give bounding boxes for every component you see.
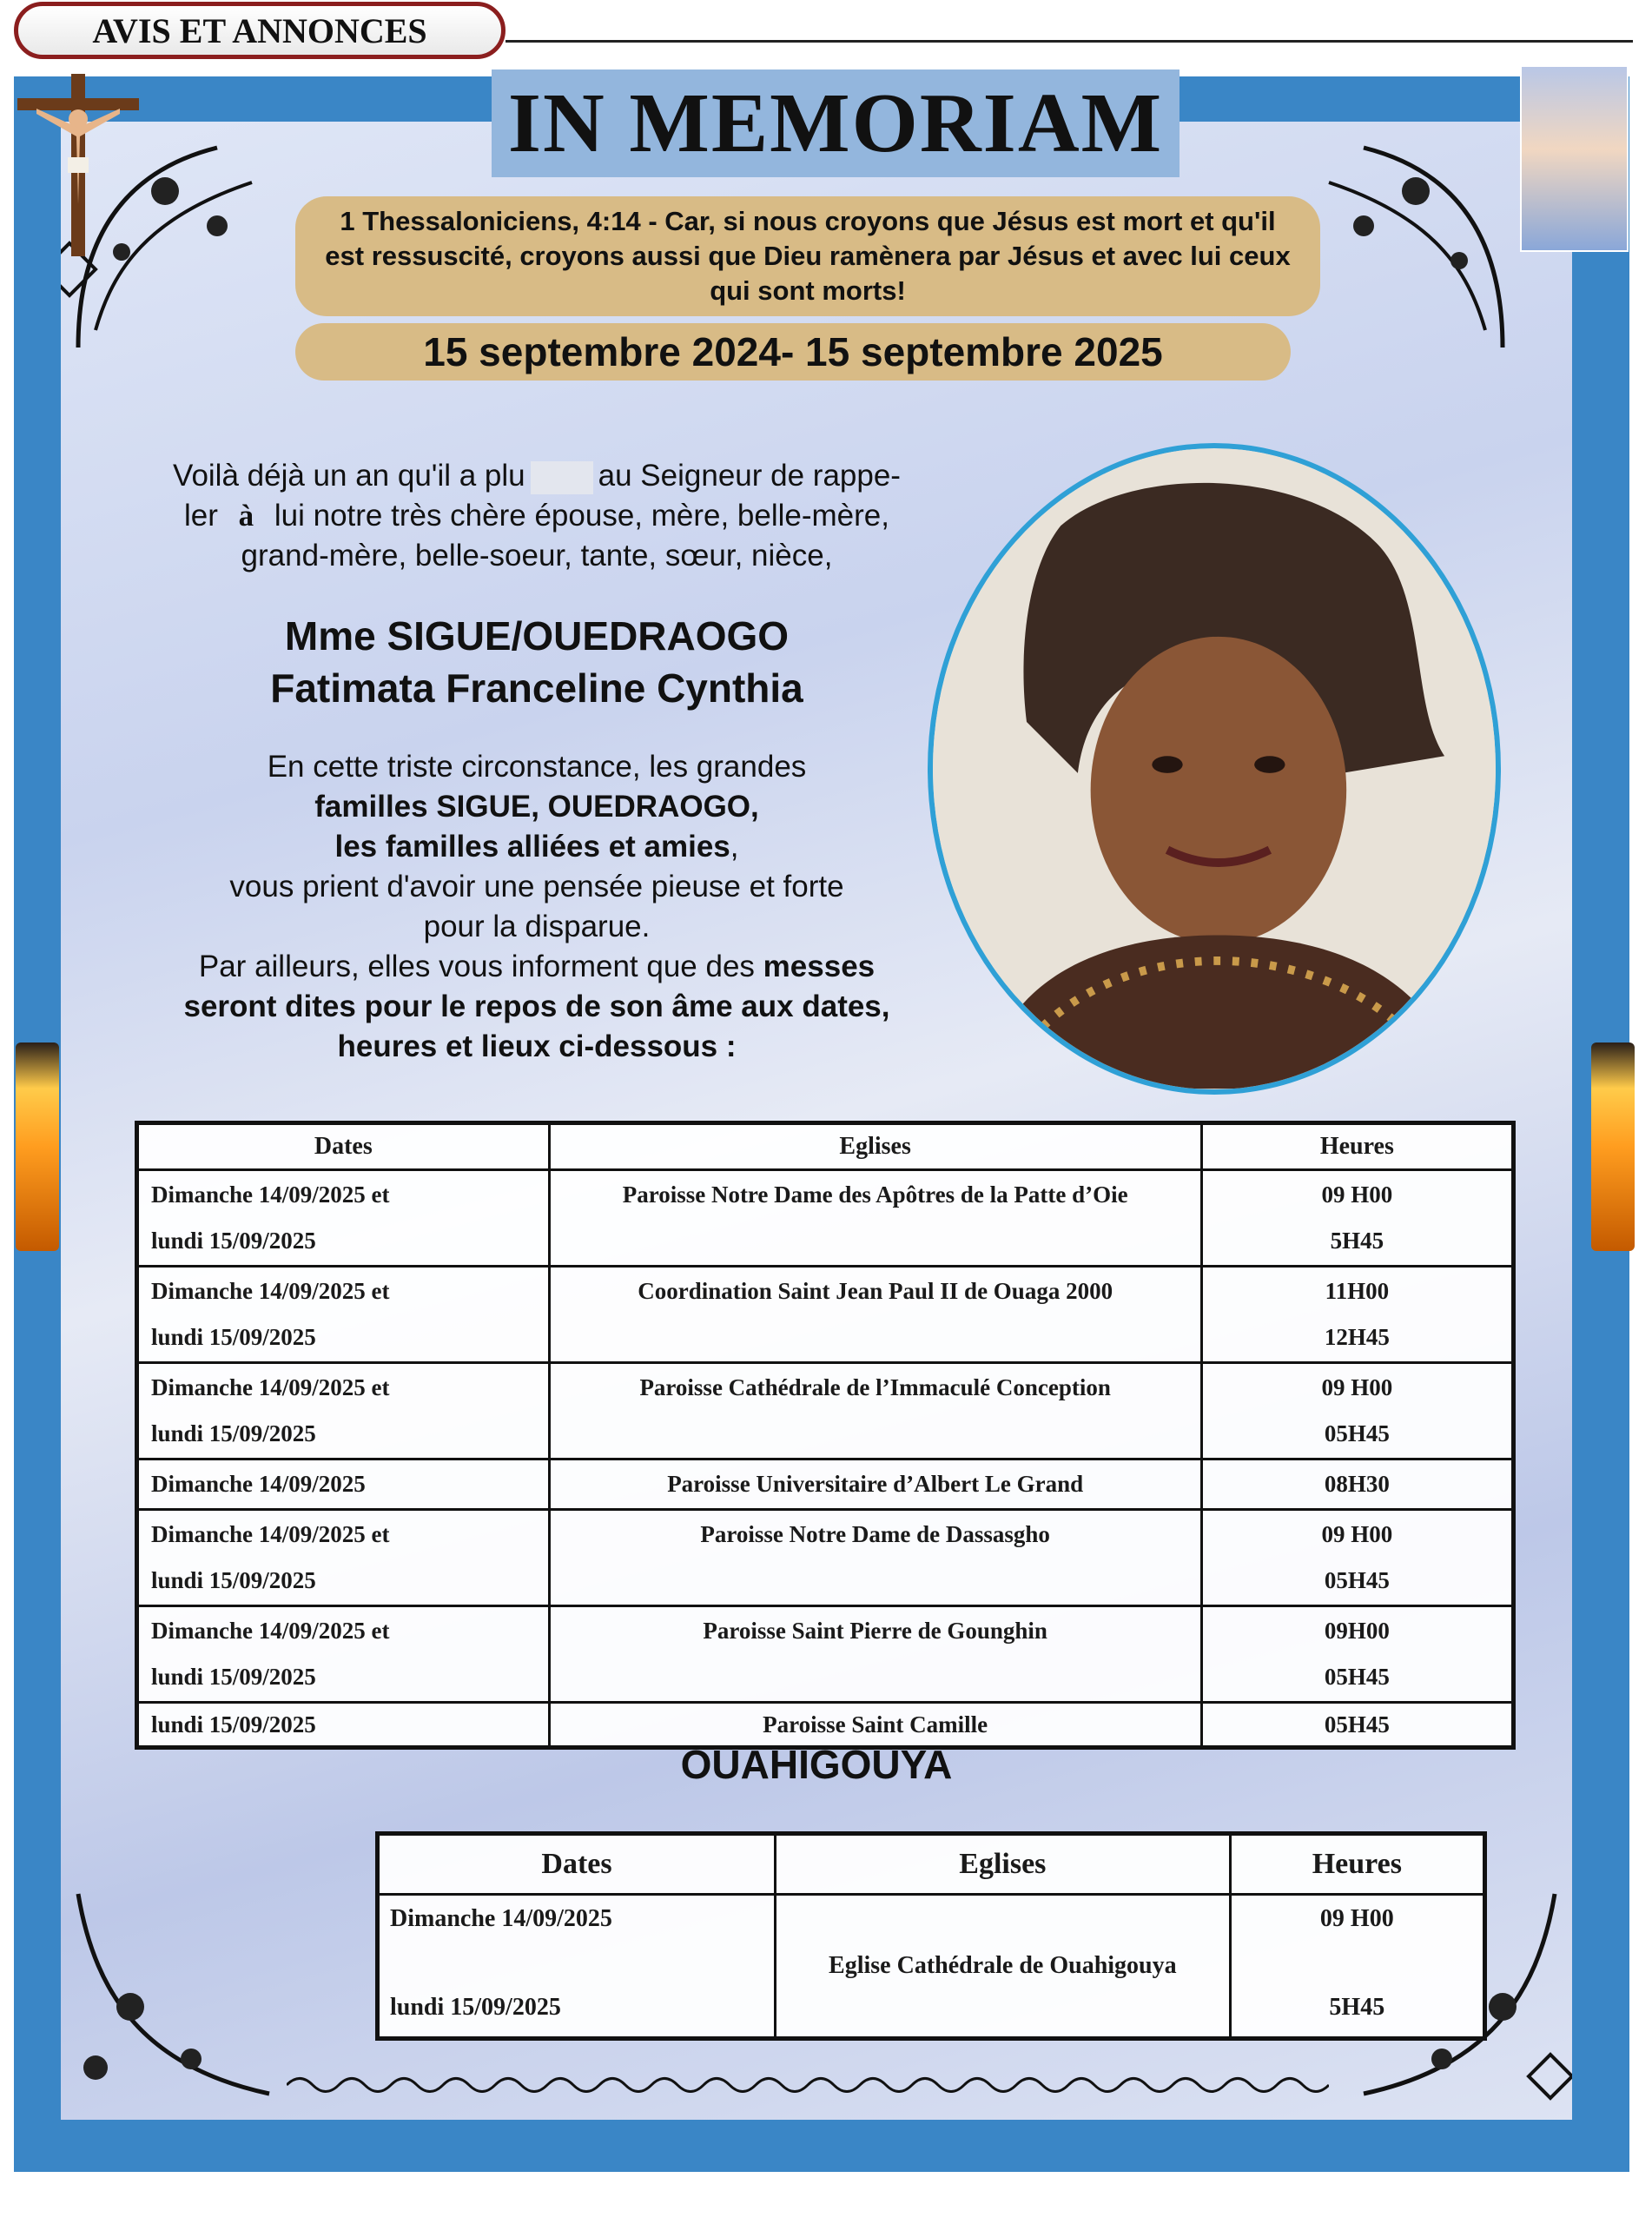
date-text: Dimanche 14/09/2025 et [151, 1521, 390, 1547]
date-text: Dimanche 14/09/2025 [151, 1471, 366, 1497]
date-cell [137, 1703, 550, 1748]
deceased-name-line-1: Mme SIGUE/OUEDRAOGO [284, 613, 790, 659]
message-line: heures et lieux ci-dessous : [337, 1029, 737, 1063]
intro-text: Voilà déjà un an qu'il a plu [173, 459, 525, 493]
redacted-blank [531, 461, 593, 494]
message-line: les familles alliées et amies [334, 830, 730, 864]
city-heading: OUAHIGOUYA [680, 1742, 953, 1787]
date-text: lundi 15/09/2025 [151, 1324, 316, 1350]
intro-text: au Seigneur de rappe- [598, 459, 901, 493]
hour-text: 05H45 [1324, 1664, 1390, 1690]
date-text: lundi 15/09/2025 [151, 1567, 316, 1593]
floral-corner-ornament-top-right [1303, 122, 1520, 365]
ouahigouya-masses-table [375, 1831, 1487, 2041]
portrait-illustration [933, 448, 1496, 1089]
table-row [137, 1460, 1514, 1510]
bible-verse-text: 1 Thessaloniciens, 4:14 - Car, si nous croyons que Jésus est mort et qu'il est ressuscité, croyons aussi que Dieu ramènera par Jésus et avec lui ceux qui sont morts! [325, 206, 1291, 306]
message-line: seront dites pour le repos de son âme aux dates, [183, 990, 890, 1023]
date-text: Dimanche 14/09/2025 et [151, 1618, 390, 1644]
candle-image-left [16, 1042, 59, 1251]
table-header-row [378, 1834, 1485, 1895]
message-line: Par ailleurs, elles vous informent que des [198, 950, 755, 983]
page-title-text: IN MEMORIAM [507, 76, 1164, 170]
announcement-message [130, 747, 943, 1067]
date-text: Dimanche 14/09/2025 et [151, 1182, 390, 1208]
column-header-dates: Dates [378, 1834, 776, 1895]
hour-cell [1201, 1460, 1513, 1510]
date-text: lundi 15/09/2025 [390, 1994, 561, 2021]
deceased-name [130, 610, 943, 714]
hour-cell [1201, 1606, 1513, 1703]
hour-cell [1201, 1363, 1513, 1460]
church-cell: Paroisse Universitaire d’Albert Le Grand [549, 1460, 1201, 1510]
hour-text: 09H00 [1324, 1618, 1390, 1644]
date-cell [137, 1606, 550, 1703]
church-cell: Paroisse Saint Pierre de Gounghin [549, 1606, 1201, 1703]
date-cell [378, 1895, 776, 2039]
column-header-dates: Dates [137, 1123, 550, 1170]
date-cell [137, 1460, 550, 1510]
column-header-churches: Eglises [776, 1834, 1231, 1895]
church-cell: Paroisse Saint Camille [549, 1703, 1201, 1748]
hour-text: 05H45 [1324, 1567, 1390, 1593]
masses-schedule-table [135, 1121, 1516, 1750]
church-cell: Paroisse Notre Dame de Dassasgho [549, 1510, 1201, 1606]
hour-text: 05H45 [1324, 1711, 1390, 1738]
table-row [137, 1510, 1514, 1606]
date-text: Dimanche 14/09/2025 et [151, 1278, 390, 1304]
hour-cell [1201, 1510, 1513, 1606]
message-line: vous prient d'avoir une pensée pieuse et forte [229, 870, 844, 904]
hour-cell [1201, 1703, 1513, 1748]
date-cell [137, 1267, 550, 1363]
hour-text: 11H00 [1325, 1278, 1390, 1304]
message-line: , [730, 830, 739, 864]
hour-text: 09 H00 [1319, 1905, 1394, 1932]
intro-text: à [238, 499, 254, 533]
church-cell: Eglise Cathédrale de Ouahigouya [776, 1895, 1231, 2039]
church-cell: Paroisse Cathédrale de l’Immaculé Conception [549, 1363, 1201, 1460]
message-line: En cette triste circonstance, les grandes [267, 750, 807, 784]
portrait-photo [928, 443, 1501, 1095]
date-text: Dimanche 14/09/2025 [390, 1905, 612, 1932]
page-title [492, 70, 1180, 177]
table-header-row [137, 1123, 1514, 1170]
crucifix-image [17, 74, 139, 256]
table-row [137, 1606, 1514, 1703]
floral-corner-ornament-bottom-left [61, 1876, 278, 2120]
hour-text: 12H45 [1324, 1324, 1390, 1350]
virgin-mary-image [1520, 65, 1629, 252]
column-header-hours: Heures [1201, 1123, 1513, 1170]
hour-text: 09 H00 [1321, 1182, 1393, 1208]
intro-line-2 [130, 496, 943, 536]
church-cell: Coordination Saint Jean Paul II de Ouaga 2000 [549, 1267, 1201, 1363]
message-line: familles SIGUE, OUEDRAOGO, [314, 790, 759, 824]
intro-text: lui notre très chère épouse, mère, belle-mère, [274, 499, 889, 533]
section-tag [14, 2, 506, 59]
church-cell: Paroisse Notre Dame des Apôtres de la Patte d’Oie [549, 1170, 1201, 1267]
message-line: messes [763, 950, 876, 983]
date-cell [137, 1170, 550, 1267]
column-header-hours: Heures [1230, 1834, 1484, 1895]
hour-text: 09 H00 [1321, 1521, 1393, 1547]
section-tag-label: AVIS ET ANNONCES [92, 10, 427, 50]
anniversary-dates-banner [295, 323, 1291, 381]
deceased-name-line-2: Fatimata Franceline Cynthia [270, 665, 803, 711]
column-header-churches: Eglises [549, 1123, 1201, 1170]
date-cell [137, 1363, 550, 1460]
date-text: Dimanche 14/09/2025 et [151, 1374, 390, 1400]
hour-text: 08H30 [1324, 1471, 1390, 1497]
date-text: lundi 15/09/2025 [151, 1420, 316, 1446]
intro-text: ler [184, 499, 218, 533]
message-line: pour la disparue. [423, 910, 651, 943]
bible-verse-banner [295, 196, 1320, 316]
hour-cell [1201, 1170, 1513, 1267]
intro-text: grand-mère, belle-soeur, tante, sœur, nièce, [241, 539, 833, 573]
wave-divider [287, 2072, 1329, 2098]
hour-text: 5H45 [1329, 1994, 1385, 2021]
table-row [137, 1170, 1514, 1267]
intro-line-1 [130, 456, 943, 496]
intro-line-3 [130, 536, 943, 576]
hour-text: 05H45 [1324, 1420, 1390, 1446]
date-cell [137, 1510, 550, 1606]
hour-cell [1230, 1895, 1484, 2039]
table-row [378, 1895, 1485, 2039]
date-text: lundi 15/09/2025 [151, 1228, 316, 1254]
date-text: lundi 15/09/2025 [151, 1711, 316, 1738]
hour-cell [1201, 1267, 1513, 1363]
table-row [137, 1363, 1514, 1460]
anniversary-dates-text: 15 septembre 2024- 15 septembre 2025 [423, 329, 1163, 374]
header-rule [506, 40, 1633, 43]
table-row [137, 1267, 1514, 1363]
date-text: lundi 15/09/2025 [151, 1664, 316, 1690]
candle-image-right [1591, 1042, 1635, 1251]
hour-text: 09 H00 [1321, 1374, 1393, 1400]
hour-text: 5H45 [1330, 1228, 1384, 1254]
